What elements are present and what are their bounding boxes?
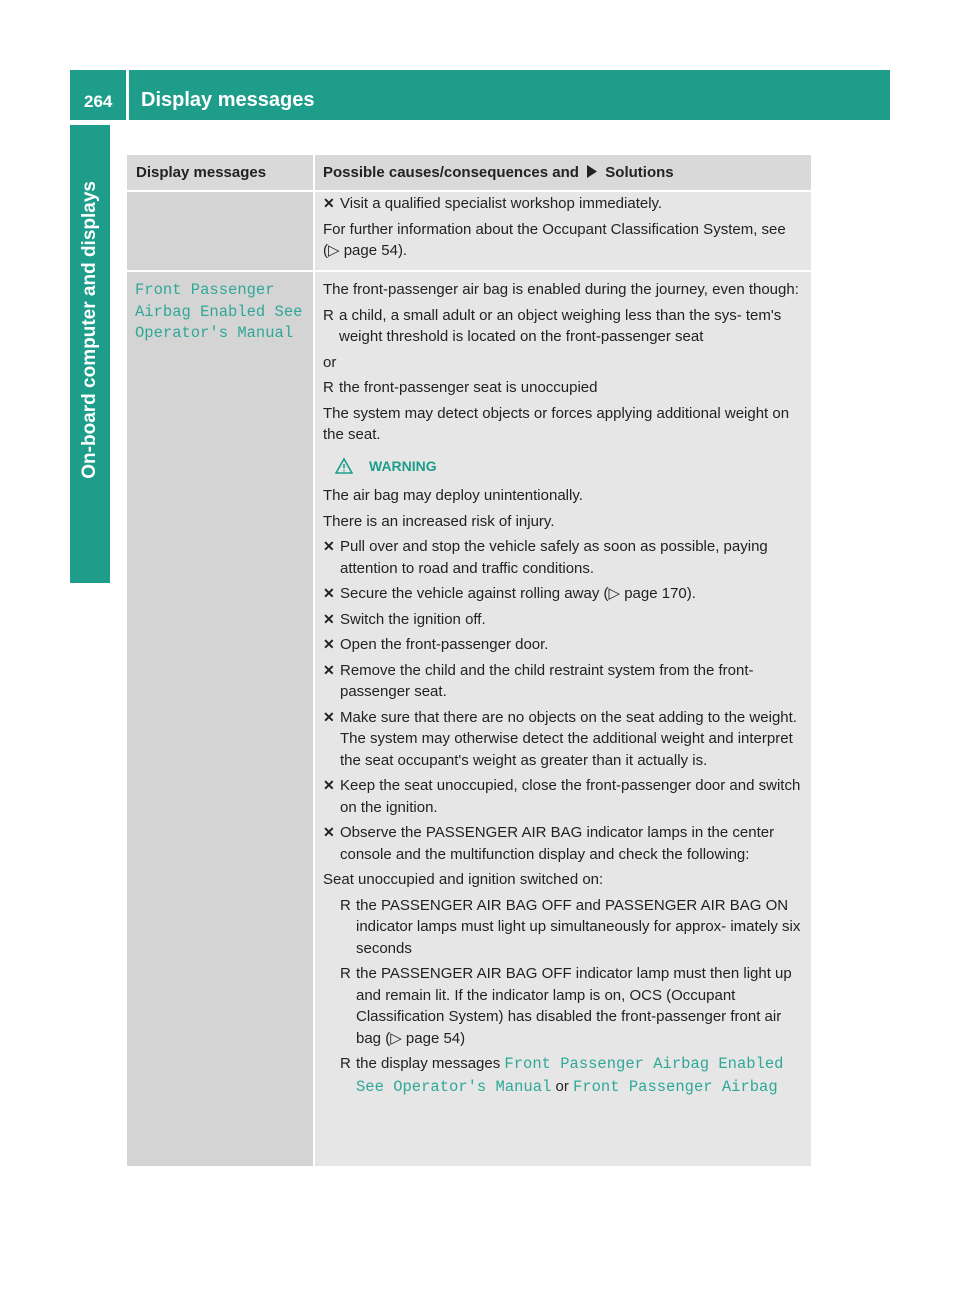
side-tab-label-wrap <box>70 125 110 535</box>
action-x-icon: ✕ <box>323 777 335 793</box>
action-step: ✕ Visit a qualified specialist workshop immediately. <box>323 193 805 215</box>
system-note: The system may detect objects or forces applying additional weight on the seat. <box>323 404 790 443</box>
page-number: 264 <box>84 92 113 111</box>
page-title: Display messages <box>141 89 315 111</box>
display-message-ref: Front Passenger Airbag Enabled See Operator's Manual <box>356 1055 784 1096</box>
page-ref-icon: ▷ <box>390 1029 402 1047</box>
or-text: or <box>323 353 337 371</box>
check-item: R the display messages Front Passenger Airbag Enabled See Operator's Manual or Front Passenger Airbag <box>340 1053 805 1098</box>
side-tab-label: On-board computer and displays <box>79 181 100 479</box>
intro-text: The front-passenger air bag is enabled during the journey, even though: <box>323 281 799 298</box>
action-x-icon: ✕ <box>323 610 335 627</box>
action-step: ✕ Pull over and stop the vehicle safely as soon as possible, paying attention to road and traffic conditions. <box>323 536 805 579</box>
column-header-text-b: Solutions <box>605 164 674 181</box>
action-step: ✕ Switch the ignition off. <box>323 609 805 631</box>
display-message: Front Passenger Airbag Enabled See Operator's Manual <box>135 281 303 342</box>
header-divider <box>127 190 811 192</box>
warning-heading: WARNING <box>335 456 805 478</box>
action-x-icon: ✕ <box>323 636 335 652</box>
action-step: ✕ Secure the vehicle against rolling away (▷ page 170). <box>323 583 805 605</box>
action-x-icon: ✕ <box>323 585 335 601</box>
condition-item: R a child, a small adult or an object weighing less than the sys- tem's weight threshold is located on the front-passenger seat <box>323 305 805 348</box>
page-ref-icon: ▷ <box>608 585 621 602</box>
row1-content <box>323 193 805 266</box>
page-number-box <box>70 70 126 120</box>
page-header <box>129 70 890 120</box>
page-ref-icon: ▷ <box>328 242 340 259</box>
bullet-icon: R <box>323 379 334 396</box>
column-header-display-messages: Display messages <box>127 155 313 190</box>
condition-item: R the front-passenger seat is unoccupied <box>323 377 805 399</box>
action-x-icon: ✕ <box>323 708 335 725</box>
row-divider <box>127 270 811 272</box>
display-message-ref: Front Passenger Airbag <box>573 1077 778 1096</box>
warning-text-1: The air bag may deploy unintentionally. <box>323 487 583 504</box>
column-header-text-a: Possible causes/consequences and <box>323 164 579 181</box>
action-step: ✕ Keep the seat unoccupied, close the front-passenger door and switch on the ignition. <box>323 775 805 818</box>
action-x-icon: ✕ <box>323 824 335 840</box>
bullet-icon: R <box>340 1055 351 1072</box>
action-x-icon: ✕ <box>323 661 335 678</box>
column-header-solutions <box>315 155 811 190</box>
action-x-icon: ✕ <box>323 195 335 211</box>
ocs-reference: For further information about the Occupant Classification System, see (▷ page 54). <box>323 220 786 259</box>
check-intro: Seat unoccupied and ignition switched on: <box>323 871 604 888</box>
action-step: ✕ Open the front-passenger door. <box>323 634 805 656</box>
warning-triangle-icon <box>335 458 353 474</box>
action-step: ✕ Observe the PASSENGER AIR BAG indicator lamps in the center console and the multifunction display and check the following: <box>323 822 805 865</box>
check-item: R the PASSENGER AIR BAG OFF indicator lamp must then light up and remain lit. If the indicator lamp is on, OCS (Occupant Classification System) has disabled the front-passenger front air bag (▷ page 54) <box>340 963 805 1049</box>
messages-table <box>127 155 811 1166</box>
play-arrow-icon <box>586 165 598 178</box>
check-item: R the PASSENGER AIR BAG OFF and PASSENGER AIR BAG ON indicator lamps must light up simultaneously for approx- imately six seconds <box>340 895 805 960</box>
bullet-icon: R <box>323 306 334 324</box>
column-divider <box>313 155 315 1166</box>
action-step: ✕ Remove the child and the child restraint system from the front- passenger seat. <box>323 660 805 703</box>
row2-content <box>323 279 805 1102</box>
action-x-icon: ✕ <box>323 538 335 554</box>
action-step: ✕ Make sure that there are no objects on the seat adding to the weight. The system may otherwise detect the additional weight and interpret the seat occupant's weight as greater than it actually is. <box>323 707 805 772</box>
bullet-icon: R <box>340 965 351 982</box>
bullet-icon: R <box>340 896 351 914</box>
warning-text-2: There is an increased risk of injury. <box>323 512 555 530</box>
